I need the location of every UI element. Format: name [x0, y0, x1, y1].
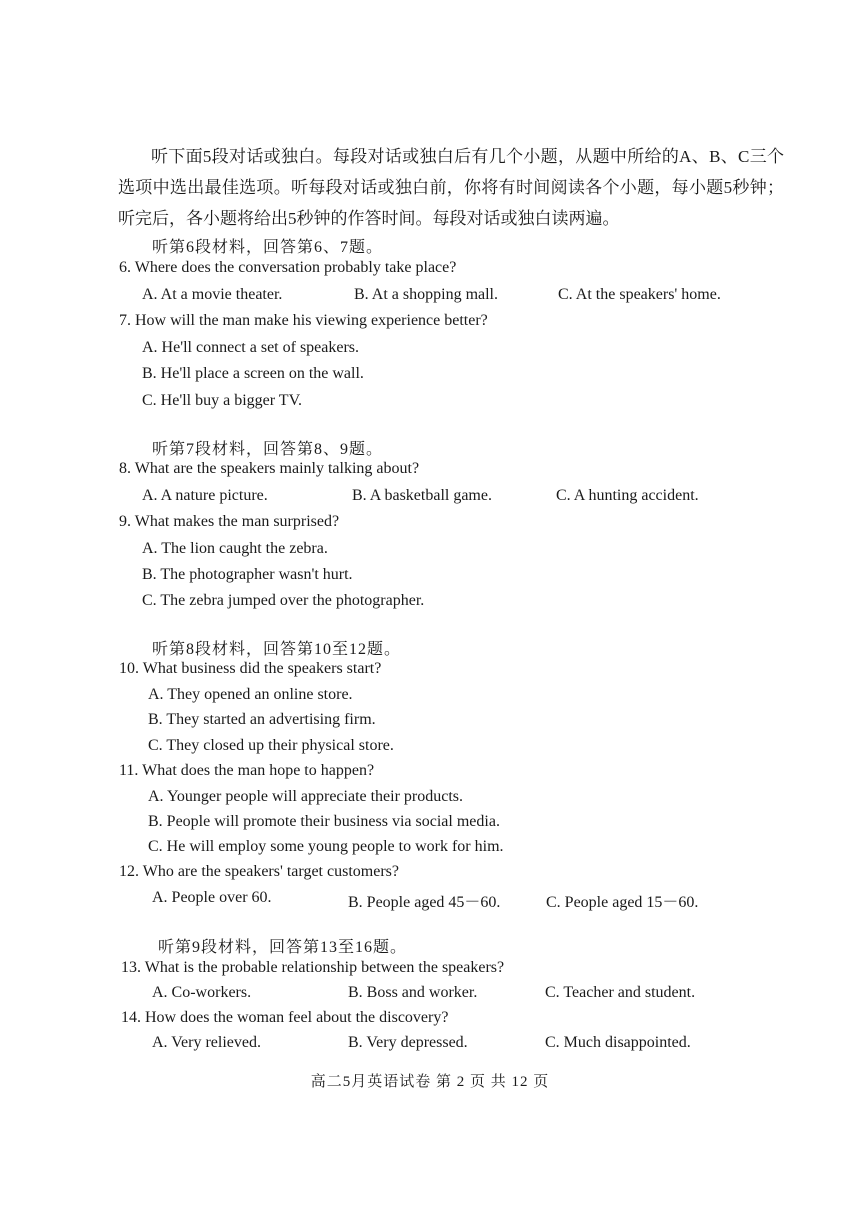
- question-9: 9. What makes the man surprised?: [119, 513, 340, 530]
- option-a: A. He'll connect a set of speakers.: [142, 339, 360, 356]
- option-a: A. The lion caught the zebra.: [142, 540, 328, 557]
- option-a: A. At a movie theater.: [142, 286, 283, 303]
- option-b: B. Very depressed.: [348, 1034, 468, 1051]
- option-b: B. People will promote their business via social media.: [148, 813, 500, 830]
- option-c: C. Much disappointed.: [545, 1034, 691, 1051]
- question-13: 13. What is the probable relationship between the speakers?: [121, 959, 505, 976]
- option-a: A. People over 60.: [152, 889, 272, 906]
- page-footer: 高二5月英语试卷 第 2 页 共 12 页: [310, 1074, 550, 1090]
- section-heading: 听第6段材料，回答第6、7题。: [152, 239, 384, 256]
- question-12: 12. Who are the speakers' target customers?: [119, 863, 399, 880]
- option-b: B. Boss and worker.: [348, 984, 478, 1001]
- option-a: A. Younger people will appreciate their products.: [148, 788, 464, 805]
- option-a: A. Very relieved.: [152, 1034, 261, 1051]
- section-heading: 听第9段材料，回答第13至16题。: [158, 939, 408, 956]
- option-b: B. He'll place a screen on the wall.: [142, 365, 364, 382]
- listening-instructions: 听下面5段对话或独白。每段对话或独白后有几个小题，从题中所给的A、B、C三个选项中选出最佳选项。听每段对话或独白前，你将有时间阅读各个小题，每小题5秒钟；听完后，各小题将给出5秒钟的作答时间。每段对话或独白读两遍。: [118, 147, 784, 228]
- option-a: A. A nature picture.: [142, 487, 268, 504]
- section-heading: 听第7段材料，回答第8、9题。: [152, 441, 384, 458]
- option-c: C. People aged 15－60.: [546, 894, 699, 911]
- question-6: 6. Where does the conversation probably take place?: [119, 259, 457, 276]
- option-a: A. They opened an online store.: [148, 686, 353, 703]
- option-c: C. Teacher and student.: [545, 984, 696, 1001]
- question-7: 7. How will the man make his viewing experience better?: [119, 312, 488, 329]
- option-c: C. At the speakers' home.: [558, 286, 721, 303]
- option-c: C. A hunting accident.: [556, 487, 699, 504]
- option-b: B. They started an advertising firm.: [148, 711, 376, 728]
- option-b: B. A basketball game.: [352, 487, 492, 504]
- option-b: B. At a shopping mall.: [354, 286, 498, 303]
- question-14: 14. How does the woman feel about the discovery?: [121, 1009, 449, 1026]
- question-8: 8. What are the speakers mainly talking about?: [119, 460, 420, 477]
- section-heading: 听第8段材料，回答第10至12题。: [152, 641, 402, 658]
- question-11: 11. What does the man hope to happen?: [119, 762, 375, 779]
- option-b: B. The photographer wasn't hurt.: [142, 566, 353, 583]
- option-c: C. He'll buy a bigger TV.: [142, 392, 303, 409]
- question-10: 10. What business did the speakers start?: [119, 660, 382, 677]
- option-c: C. He will employ some young people to work for him.: [148, 838, 504, 855]
- option-c: C. The zebra jumped over the photographer.: [142, 592, 425, 609]
- option-c: C. They closed up their physical store.: [148, 737, 394, 754]
- option-b: B. People aged 45－60.: [348, 894, 501, 911]
- option-a: A. Co-workers.: [152, 984, 252, 1001]
